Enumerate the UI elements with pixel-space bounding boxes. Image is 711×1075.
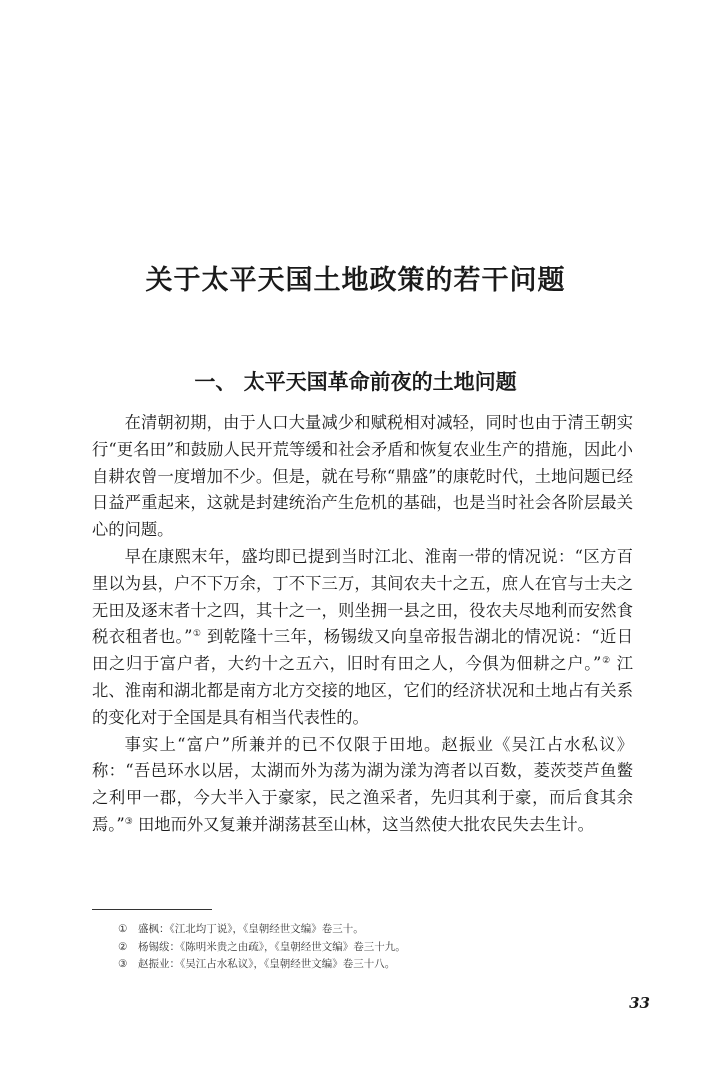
body-text	[92, 410, 633, 839]
paragraph-3	[92, 732, 633, 839]
section-heading: 一、 太平天国革命前夜的土地问题	[194, 369, 517, 394]
page-title: 关于太平天国土地政策的若干问题	[145, 265, 566, 296]
paragraph-3-text-b: 田地而外又复兼并湖荡甚至山林，这当然使大批农民失去生计。	[132, 814, 594, 834]
footnote-2	[118, 939, 638, 957]
footnote-marker-3[interactable]: ③	[124, 816, 133, 827]
footnote-1	[118, 921, 638, 939]
paragraph-2-text-c: 江北、淮南和湖北都是南方北方交接的地区，它们的经济状况和土地占有关系的变化对于全国是具有相当代表性的。	[92, 654, 633, 727]
footnote-3-text: 赵振业：《吴江占水私议》，《皇朝经世文编》卷三十八。	[138, 958, 396, 970]
footnote-1-number: ①	[118, 923, 128, 935]
paragraph-2	[92, 544, 633, 732]
footnote-2-number: ②	[118, 940, 128, 953]
footnotes	[118, 921, 638, 974]
paragraph-1	[92, 410, 633, 544]
footnote-marker-2[interactable]: ②	[601, 656, 611, 667]
paragraph-2-text-a: 早在康熙末年，盛均即已提到当时江北、淮南一带的情况说：“区方百里以为县，户不下万余，丁不下三万，其间农夫十之五，庶人在官与士夫之无田及逐末者十之四，其十之一，则坐拥一县之田，役农夫尽地利而安然食税衣租者也。”	[92, 546, 633, 647]
paragraph-3-text-a: 事实上“富户”所兼并的已不仅限于田地。赵振业《吴江占水私议》称：“吾邑环水以居，太湖而外为荡为湖为漾为湾者以百数，菱茨茭芦鱼鳖之利甲一郡，今大半入于豪家，民之渔采者，先归其利于豪，而后食其余焉。”	[92, 734, 633, 834]
paragraph-1-text: 在清朝初期，由于人口大量减少和赋税相对减轻，同时也由于清王朝实行“更名田”和鼓励人民开荒等缓和社会矛盾和恢复农业生产的措施，因此小自耕农曾一度增加不少。但是，就在号称“鼎盛”的康乾时代，土地问题已经日益严重起来，这就是封建统治产生危机的基础，也是当时社会各阶层最关心的问题。	[92, 413, 633, 540]
footnote-divider	[92, 909, 212, 910]
footnote-3	[118, 956, 638, 974]
footnote-marker-1[interactable]: ①	[192, 629, 202, 640]
page-number: 33	[629, 994, 650, 1012]
footnote-2-text: 杨锡绂：《陈明米贵之由疏》，《皇朝经世文编》卷三十九。	[138, 940, 406, 953]
paragraph-2-text-b: 到乾隆十三年，杨锡绂又向皇帝报告湖北的情况说：“近日田之归于富户者，大约十之五六，旧时有田之人，今俱为佃耕之户。”	[92, 627, 633, 674]
footnote-1-text: 盛枫：《江北均丁说》，《皇朝经世文编》卷三十。	[138, 923, 364, 935]
footnote-3-number: ③	[118, 958, 128, 970]
